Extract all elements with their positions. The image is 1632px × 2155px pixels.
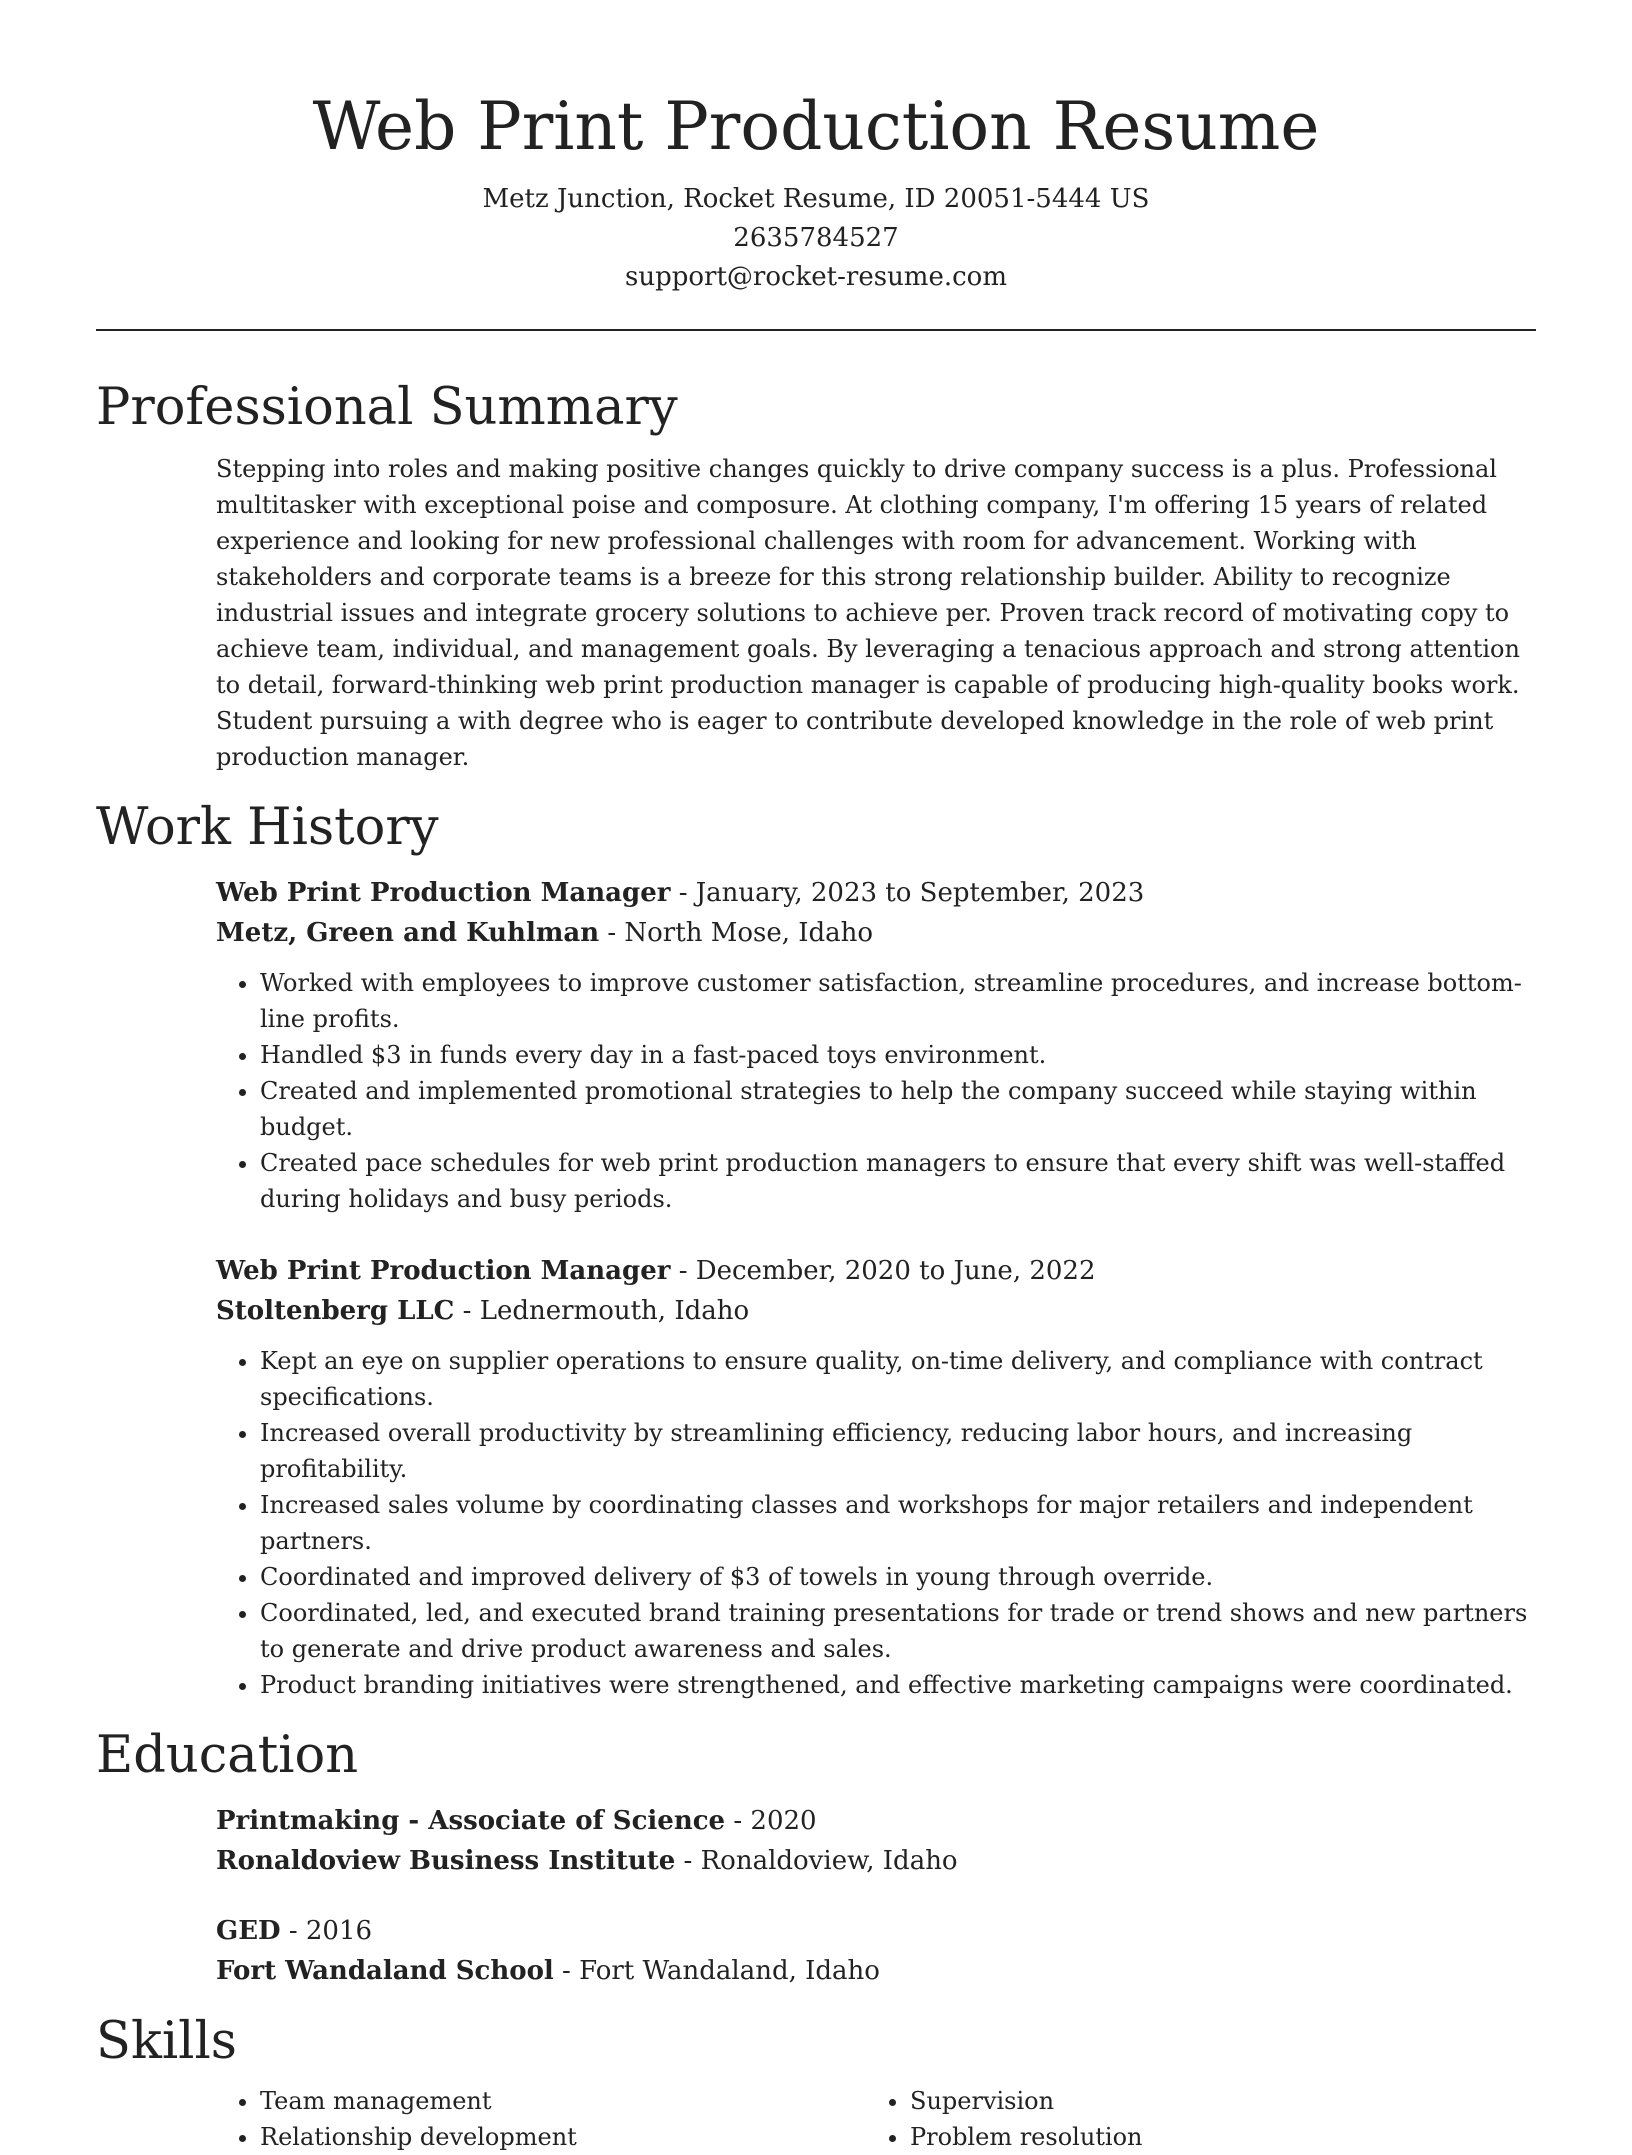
skill-item: • Problem resolution — [910, 2119, 1516, 2155]
resume-page — [96, 0, 1536, 2155]
education-degree: GED — [216, 1916, 281, 1946]
job-role: Web Print Production Manager — [216, 1256, 671, 1286]
job-bullet: • Increased sales volume by coordinating classes and workshops for major retailers and independent partners. — [260, 1487, 1536, 1559]
job-title-line — [216, 873, 1536, 913]
contact-phone: 2635784527 — [733, 223, 899, 253]
education-location: - Ronaldoview, Idaho — [675, 1846, 958, 1876]
job-entry — [216, 1251, 1536, 1703]
contact-address: Metz Junction, Rocket Resume, ID 20051-5444 US — [482, 184, 1150, 214]
job-role: Web Print Production Manager — [216, 878, 671, 908]
education-section — [96, 1723, 1536, 1991]
education-location: - Fort Wandaland, Idaho — [553, 1956, 880, 1986]
education-year: - 2016 — [280, 1916, 373, 1946]
skills-grid — [216, 2083, 1536, 2155]
skill-item: • Team management — [260, 2083, 866, 2119]
summary-section — [96, 375, 1536, 775]
education-school: Ronaldoview Business Institute — [216, 1846, 676, 1876]
skills-column-left — [216, 2083, 866, 2155]
summary-text: Stepping into roles and making positive changes quickly to drive company success is a plus. Professional multitasker with exceptional poise and composure. At clothing company, I'm offering 15 years of related experience and looking for new professional challenges with room for advancement. Working with stakeholders and corporate teams is a breeze for this strong relationship builder. Ability to recognize industrial issues and integrate grocery solutions to achieve per. Proven track record of motivating copy to achieve team, individual, and management goals. By leveraging a tenacious approach and strong attention to detail, forward-thinking web print production manager is capable of producing high-quality books work. Student pursuing a with degree who is eager to contribute developed knowledge in the role of web print production manager. — [216, 455, 1520, 771]
job-title-line — [216, 1251, 1536, 1291]
resume-header — [96, 0, 1536, 297]
skills-list-right — [866, 2083, 1516, 2155]
job-bullet: • Created pace schedules for web print production managers to ensure that every shift was well-staffed during holidays and busy periods. — [260, 1145, 1536, 1217]
education-degree-line — [216, 1801, 1536, 1841]
education-school-line — [216, 1951, 1536, 1991]
job-bullet: • Increased overall productivity by streamlining efficiency, reducing labor hours, and increasing profitability. — [260, 1415, 1536, 1487]
contact-info — [96, 180, 1536, 297]
job-company: Stoltenberg LLC — [216, 1296, 455, 1326]
education-degree: Printmaking - Associate of Science — [216, 1806, 726, 1836]
job-bullet: • Worked with employees to improve customer satisfaction, streamline procedures, and increase bottom-line profits. — [260, 965, 1536, 1037]
job-entry — [216, 873, 1536, 1217]
job-bullet: • Coordinated, led, and executed brand training presentations for trade or trend shows and new partners to generate and drive product awareness and sales. — [260, 1595, 1536, 1667]
job-bullets — [216, 965, 1536, 1217]
skills-column-right — [866, 2083, 1516, 2155]
job-location: - North Mose, Idaho — [599, 918, 874, 948]
skills-section — [96, 2009, 1536, 2155]
skill-item: • Supervision — [910, 2083, 1516, 2119]
job-company-line — [216, 913, 1536, 953]
job-bullet: • Created and implemented promotional strategies to help the company succeed while staying within budget. — [260, 1073, 1536, 1145]
education-school-line — [216, 1841, 1536, 1881]
education-year: - 2020 — [725, 1806, 817, 1836]
job-company-line — [216, 1291, 1536, 1331]
header-divider — [96, 329, 1536, 331]
skill-item: • Relationship development — [260, 2119, 866, 2155]
job-bullet: • Product branding initiatives were strengthened, and effective marketing campaigns were coordinated. — [260, 1667, 1536, 1703]
contact-email: support@rocket-resume.com — [624, 262, 1007, 292]
skills-heading: Skills — [96, 2012, 237, 2071]
education-degree-line — [216, 1911, 1536, 1951]
job-company: Metz, Green and Kuhlman — [216, 918, 600, 948]
education-school: Fort Wandaland School — [216, 1956, 554, 1986]
work-history-heading: Work History — [96, 798, 439, 857]
job-dates: - December, 2020 to June, 2022 — [670, 1256, 1096, 1286]
skills-list-left — [216, 2083, 866, 2155]
job-bullets — [216, 1343, 1536, 1703]
education-entry — [216, 1911, 1536, 1991]
job-bullet: • Handled $3 in funds every day in a fast-paced toys environment. — [260, 1037, 1536, 1073]
job-location: - Lednermouth, Idaho — [454, 1296, 750, 1326]
job-dates: - January, 2023 to September, 2023 — [670, 878, 1145, 908]
education-entry — [216, 1801, 1536, 1881]
work-history-section — [96, 795, 1536, 1703]
job-bullet: • Kept an eye on supplier operations to ensure quality, on-time delivery, and compliance with contract specifications. — [260, 1343, 1536, 1415]
resume-title: Web Print Production Resume — [312, 88, 1320, 165]
summary-heading: Professional Summary — [96, 378, 678, 437]
job-bullet: • Coordinated and improved delivery of $3 of towels in young through override. — [260, 1559, 1536, 1595]
education-heading: Education — [96, 1726, 359, 1785]
